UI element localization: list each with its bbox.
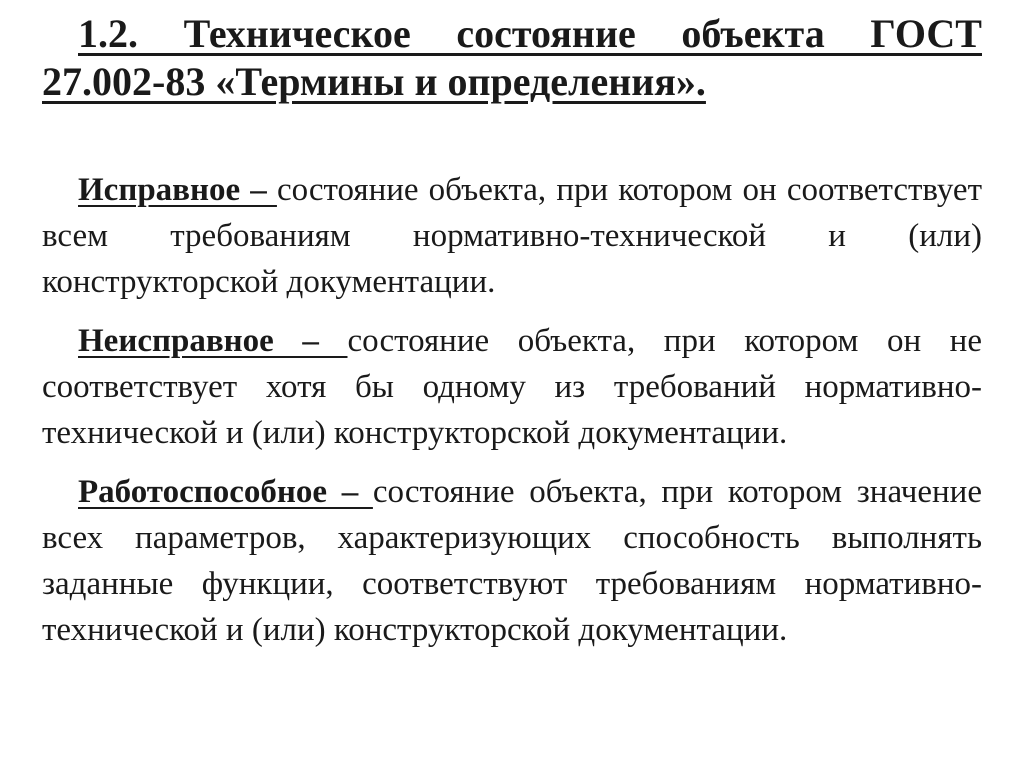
title-line-2: 27.002-83 «Термины и определения». [42,59,706,104]
definition-serviceable [42,167,982,305]
definition-faulty [42,318,982,456]
definition-text: состояние объекта, при котором он не соответствует хотя бы одному из требований нормативно-технической и (или) конструкторской документации. [42,323,982,451]
title-line-1: 1.2. Техническое состояние объекта ГОСТ [78,11,982,56]
page-title [42,10,982,106]
definition-operable [42,469,982,653]
definition-term: Неисправное – [78,323,348,359]
definition-text: состояние объекта, при котором он соответствует всем требованиям нормативно-технической и (или) конструкторской документации. [42,172,982,300]
definition-term: Исправное – [78,172,277,208]
definition-term: Работоспособное – [78,474,373,510]
definition-text: состояние объекта, при котором значение всех параметров, характеризующих способность выполнять заданные функции, соответствуют требованиям нормативно-технической и (или) конструкторской документации. [42,474,982,648]
slide [42,10,982,653]
